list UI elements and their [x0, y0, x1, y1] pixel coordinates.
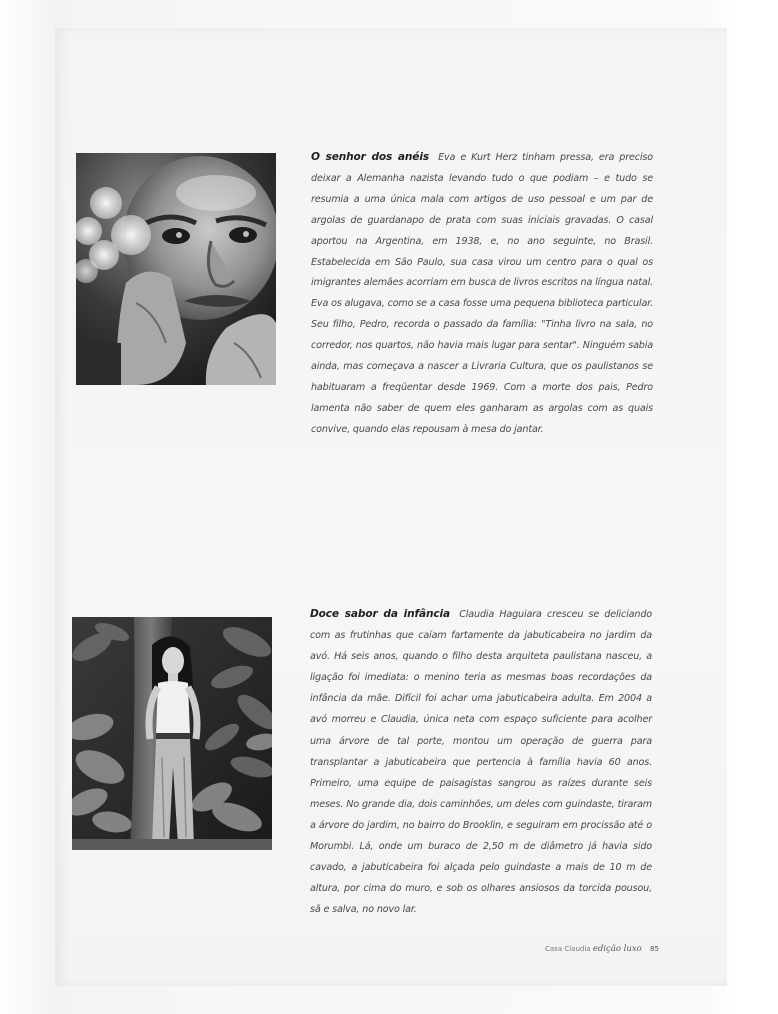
portrait-photo-pedro-image	[76, 153, 276, 385]
page-number: 85	[650, 945, 659, 953]
portrait-photo-pedro	[76, 153, 276, 385]
portrait-photo-claudia	[72, 617, 272, 850]
article-headline: Doce sabor da infância	[310, 608, 451, 620]
portrait-photo-claudia-image	[72, 617, 272, 850]
page-footer	[545, 944, 659, 954]
article-headline: O senhor dos anéis	[311, 151, 429, 163]
article-body: Claudia Haguiara cresceu se deliciando com as frutinhas que caíam fartamente da jabuticabeira no jardim da avó. Há seis anos, quando o filho desta arquiteta paulistana nasceu, a ligação foi imediata: o menino teria as mesmas boas recordações da infância da mãe. Difícil foi achar uma jabuticabeira adulta. Em 2004 a avó morreu e Claudia, única neta com espaço suficiente para acolher uma árvore de tal porte, montou um operação de guerra para transplantar a jabuticabeira que pertencia à família havia 60 anos. Primeiro, uma equipe de paisagistas sangrou as raízes durante seis meses. No grande dia, dois caminhões, um deles com guindaste, tiraram a árvore do jardim, no bairro do Brooklin, e seguiram em procissão até o Morumbi. Lá, onde um buraco de 2,50 m de diâmetro já havia sido cavado, a jabuticabeira foi alçada pelo guindaste a mais de 10 m de altura, por cima do muro, e sob os olhares ansiosos da torcida pousou, sã e salva, no novo lar.	[310, 609, 652, 916]
edition-name: edição luxo	[592, 944, 642, 954]
article-body: Eva e Kurt Herz tinham pressa, era preciso deixar a Alemanha nazista levando tudo o que podiam – e tudo se resumia a uma única mala com artigos de uso pessoal e um par de argolas de guardanapo de prata com suas iniciais gravadas. O casal aportou na Argentina, em 1938, e, no ano seguinte, no Brasil. Estabelecida em São Paulo, sua casa virou um centro para o qual os imigrantes alemães acorriam em busca de livros escritos na língua natal. Eva os alugava, como se a casa fosse uma pequena biblioteca particular. Seu filho, Pedro, recorda o passado da família: "Tinha livro na sala, no corredor, nos quartos, não havia mais lugar para sentar". Ninguém sabia ainda, mas começava a nascer a Livraria Cultura, que os paulistanos se habituaram a freqüentar desde 1969. Com a morte dos pais, Pedro lamenta não saber de quem eles ganharam as argolas com as quais convive, quando elas repousam à mesa do jantar.	[311, 152, 653, 435]
magazine-name: Casa Claudia	[545, 945, 591, 953]
article-doce-sabor-da-infancia	[310, 604, 652, 920]
article-o-senhor-dos-aneis	[311, 147, 653, 441]
